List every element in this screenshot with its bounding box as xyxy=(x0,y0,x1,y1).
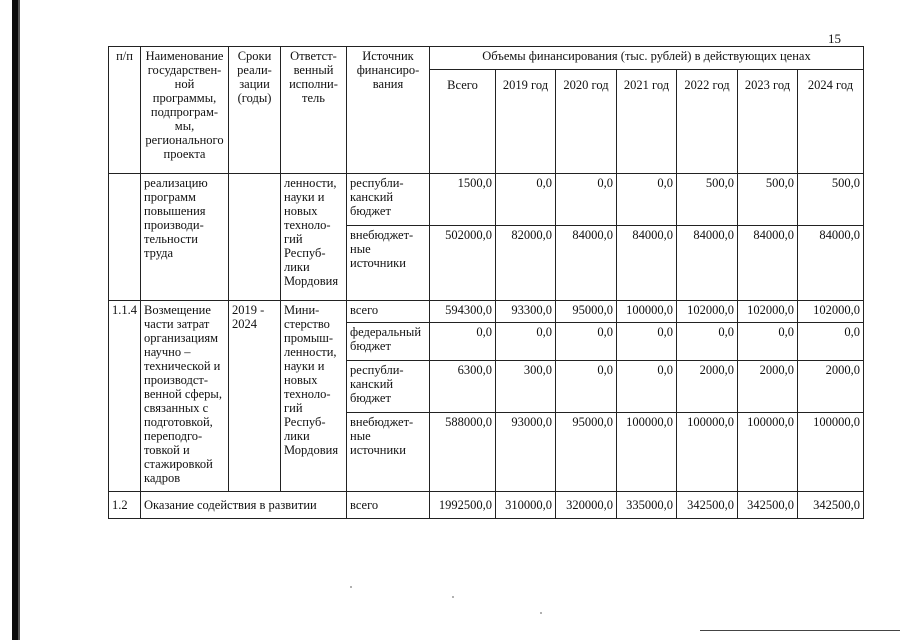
value-2020: 84000,0 xyxy=(556,226,617,301)
value-2023: 2000,0 xyxy=(738,361,798,413)
financing-table xyxy=(108,46,864,519)
value-2021: 0,0 xyxy=(617,323,677,361)
value-2022: 500,0 xyxy=(677,174,738,226)
value-2021: 335000,0 xyxy=(617,492,677,519)
header-total: Всего xyxy=(430,70,496,174)
header-source: Источник финансиро-вания xyxy=(347,47,430,174)
value-2022: 342500,0 xyxy=(677,492,738,519)
value-2019: 310000,0 xyxy=(496,492,556,519)
page-number: 15 xyxy=(828,31,841,46)
table-row xyxy=(109,174,864,226)
value-2023: 102000,0 xyxy=(738,301,798,323)
value-2020: 95000,0 xyxy=(556,413,617,492)
value-2021: 100000,0 xyxy=(617,301,677,323)
source-cell: федеральный бюджет xyxy=(347,323,430,361)
value-2022: 0,0 xyxy=(677,323,738,361)
scan-speck xyxy=(452,596,454,598)
value-2023: 0,0 xyxy=(738,323,798,361)
value-total: 0,0 xyxy=(430,323,496,361)
value-2024: 102000,0 xyxy=(798,301,864,323)
source-cell: внебюджет-ные источники xyxy=(347,413,430,492)
header-year-2019: 2019 год xyxy=(496,70,556,174)
value-2020: 0,0 xyxy=(556,323,617,361)
value-2022: 100000,0 xyxy=(677,413,738,492)
value-2019: 93000,0 xyxy=(496,413,556,492)
value-2019: 0,0 xyxy=(496,174,556,226)
source-cell: республи-канский бюджет xyxy=(347,174,430,226)
value-2020: 95000,0 xyxy=(556,301,617,323)
program-responsible: Мини-стерство промыш-ленности, науки и новых техноло-гий Респуб-лики Мордовия xyxy=(281,301,347,492)
header-terms: Сроки реали-зации (годы) xyxy=(229,47,281,174)
source-cell: внебюджет-ные источники xyxy=(347,226,430,301)
value-2019: 93300,0 xyxy=(496,301,556,323)
value-2022: 102000,0 xyxy=(677,301,738,323)
value-2024: 342500,0 xyxy=(798,492,864,519)
header-year-2020: 2020 год xyxy=(556,70,617,174)
value-2023: 342500,0 xyxy=(738,492,798,519)
header-year-2022: 2022 год xyxy=(677,70,738,174)
value-2021: 100000,0 xyxy=(617,413,677,492)
value-total: 1992500,0 xyxy=(430,492,496,519)
value-2024: 84000,0 xyxy=(798,226,864,301)
value-2019: 82000,0 xyxy=(496,226,556,301)
source-cell: республи-канский бюджет xyxy=(347,361,430,413)
value-2021: 0,0 xyxy=(617,361,677,413)
table-row xyxy=(109,492,864,519)
scan-edge-shadow-inner xyxy=(18,0,20,640)
value-2020: 320000,0 xyxy=(556,492,617,519)
value-2020: 0,0 xyxy=(556,174,617,226)
header-volume: Объемы финансирования (тыс. рублей) в действующих ценах xyxy=(430,47,864,70)
header-year-2021: 2021 год xyxy=(617,70,677,174)
cont-name: реализацию программ повышения производи-тельности труда xyxy=(141,174,229,301)
header-name: Наименование государствен-ной программы, подпрограм-мы, регионального проекта xyxy=(141,47,229,174)
value-2022: 84000,0 xyxy=(677,226,738,301)
row-number: 1.2 xyxy=(109,492,141,519)
program-name: Возмещение части затрат организациям научно – технической и производст-венной сферы, связанных с подготовкой, переподго-товкой и стажировкой кадров xyxy=(141,301,229,492)
value-total: 502000,0 xyxy=(430,226,496,301)
table-row xyxy=(109,301,864,323)
value-2019: 0,0 xyxy=(496,323,556,361)
row-number: 1.1.4 xyxy=(109,301,141,492)
cont-terms xyxy=(229,174,281,301)
source-cell: всего xyxy=(347,492,430,519)
source-cell: всего xyxy=(347,301,430,323)
header-responsible: Ответст-венный исполни-тель xyxy=(281,47,347,174)
header-year-2024: 2024 год xyxy=(798,70,864,174)
value-total: 594300,0 xyxy=(430,301,496,323)
scan-speck xyxy=(350,586,352,588)
scan-speck xyxy=(540,612,542,614)
value-2024: 2000,0 xyxy=(798,361,864,413)
header-row-1 xyxy=(109,47,864,70)
value-2021: 84000,0 xyxy=(617,226,677,301)
value-2023: 84000,0 xyxy=(738,226,798,301)
program-terms: 2019 - 2024 xyxy=(229,301,281,492)
value-2022: 2000,0 xyxy=(677,361,738,413)
value-2024: 0,0 xyxy=(798,323,864,361)
program-name: Оказание содействия в развитии xyxy=(141,492,347,519)
value-total: 588000,0 xyxy=(430,413,496,492)
cont-num xyxy=(109,174,141,301)
value-2021: 0,0 xyxy=(617,174,677,226)
header-num: п/п xyxy=(109,47,141,174)
scan-bottom-line xyxy=(700,630,900,631)
value-2019: 300,0 xyxy=(496,361,556,413)
cont-responsible: ленности, науки и новых техноло-гий Респуб-лики Мордовия xyxy=(281,174,347,301)
value-total: 1500,0 xyxy=(430,174,496,226)
value-total: 6300,0 xyxy=(430,361,496,413)
value-2023: 500,0 xyxy=(738,174,798,226)
header-year-2023: 2023 год xyxy=(738,70,798,174)
value-2024: 100000,0 xyxy=(798,413,864,492)
value-2024: 500,0 xyxy=(798,174,864,226)
value-2020: 0,0 xyxy=(556,361,617,413)
value-2023: 100000,0 xyxy=(738,413,798,492)
